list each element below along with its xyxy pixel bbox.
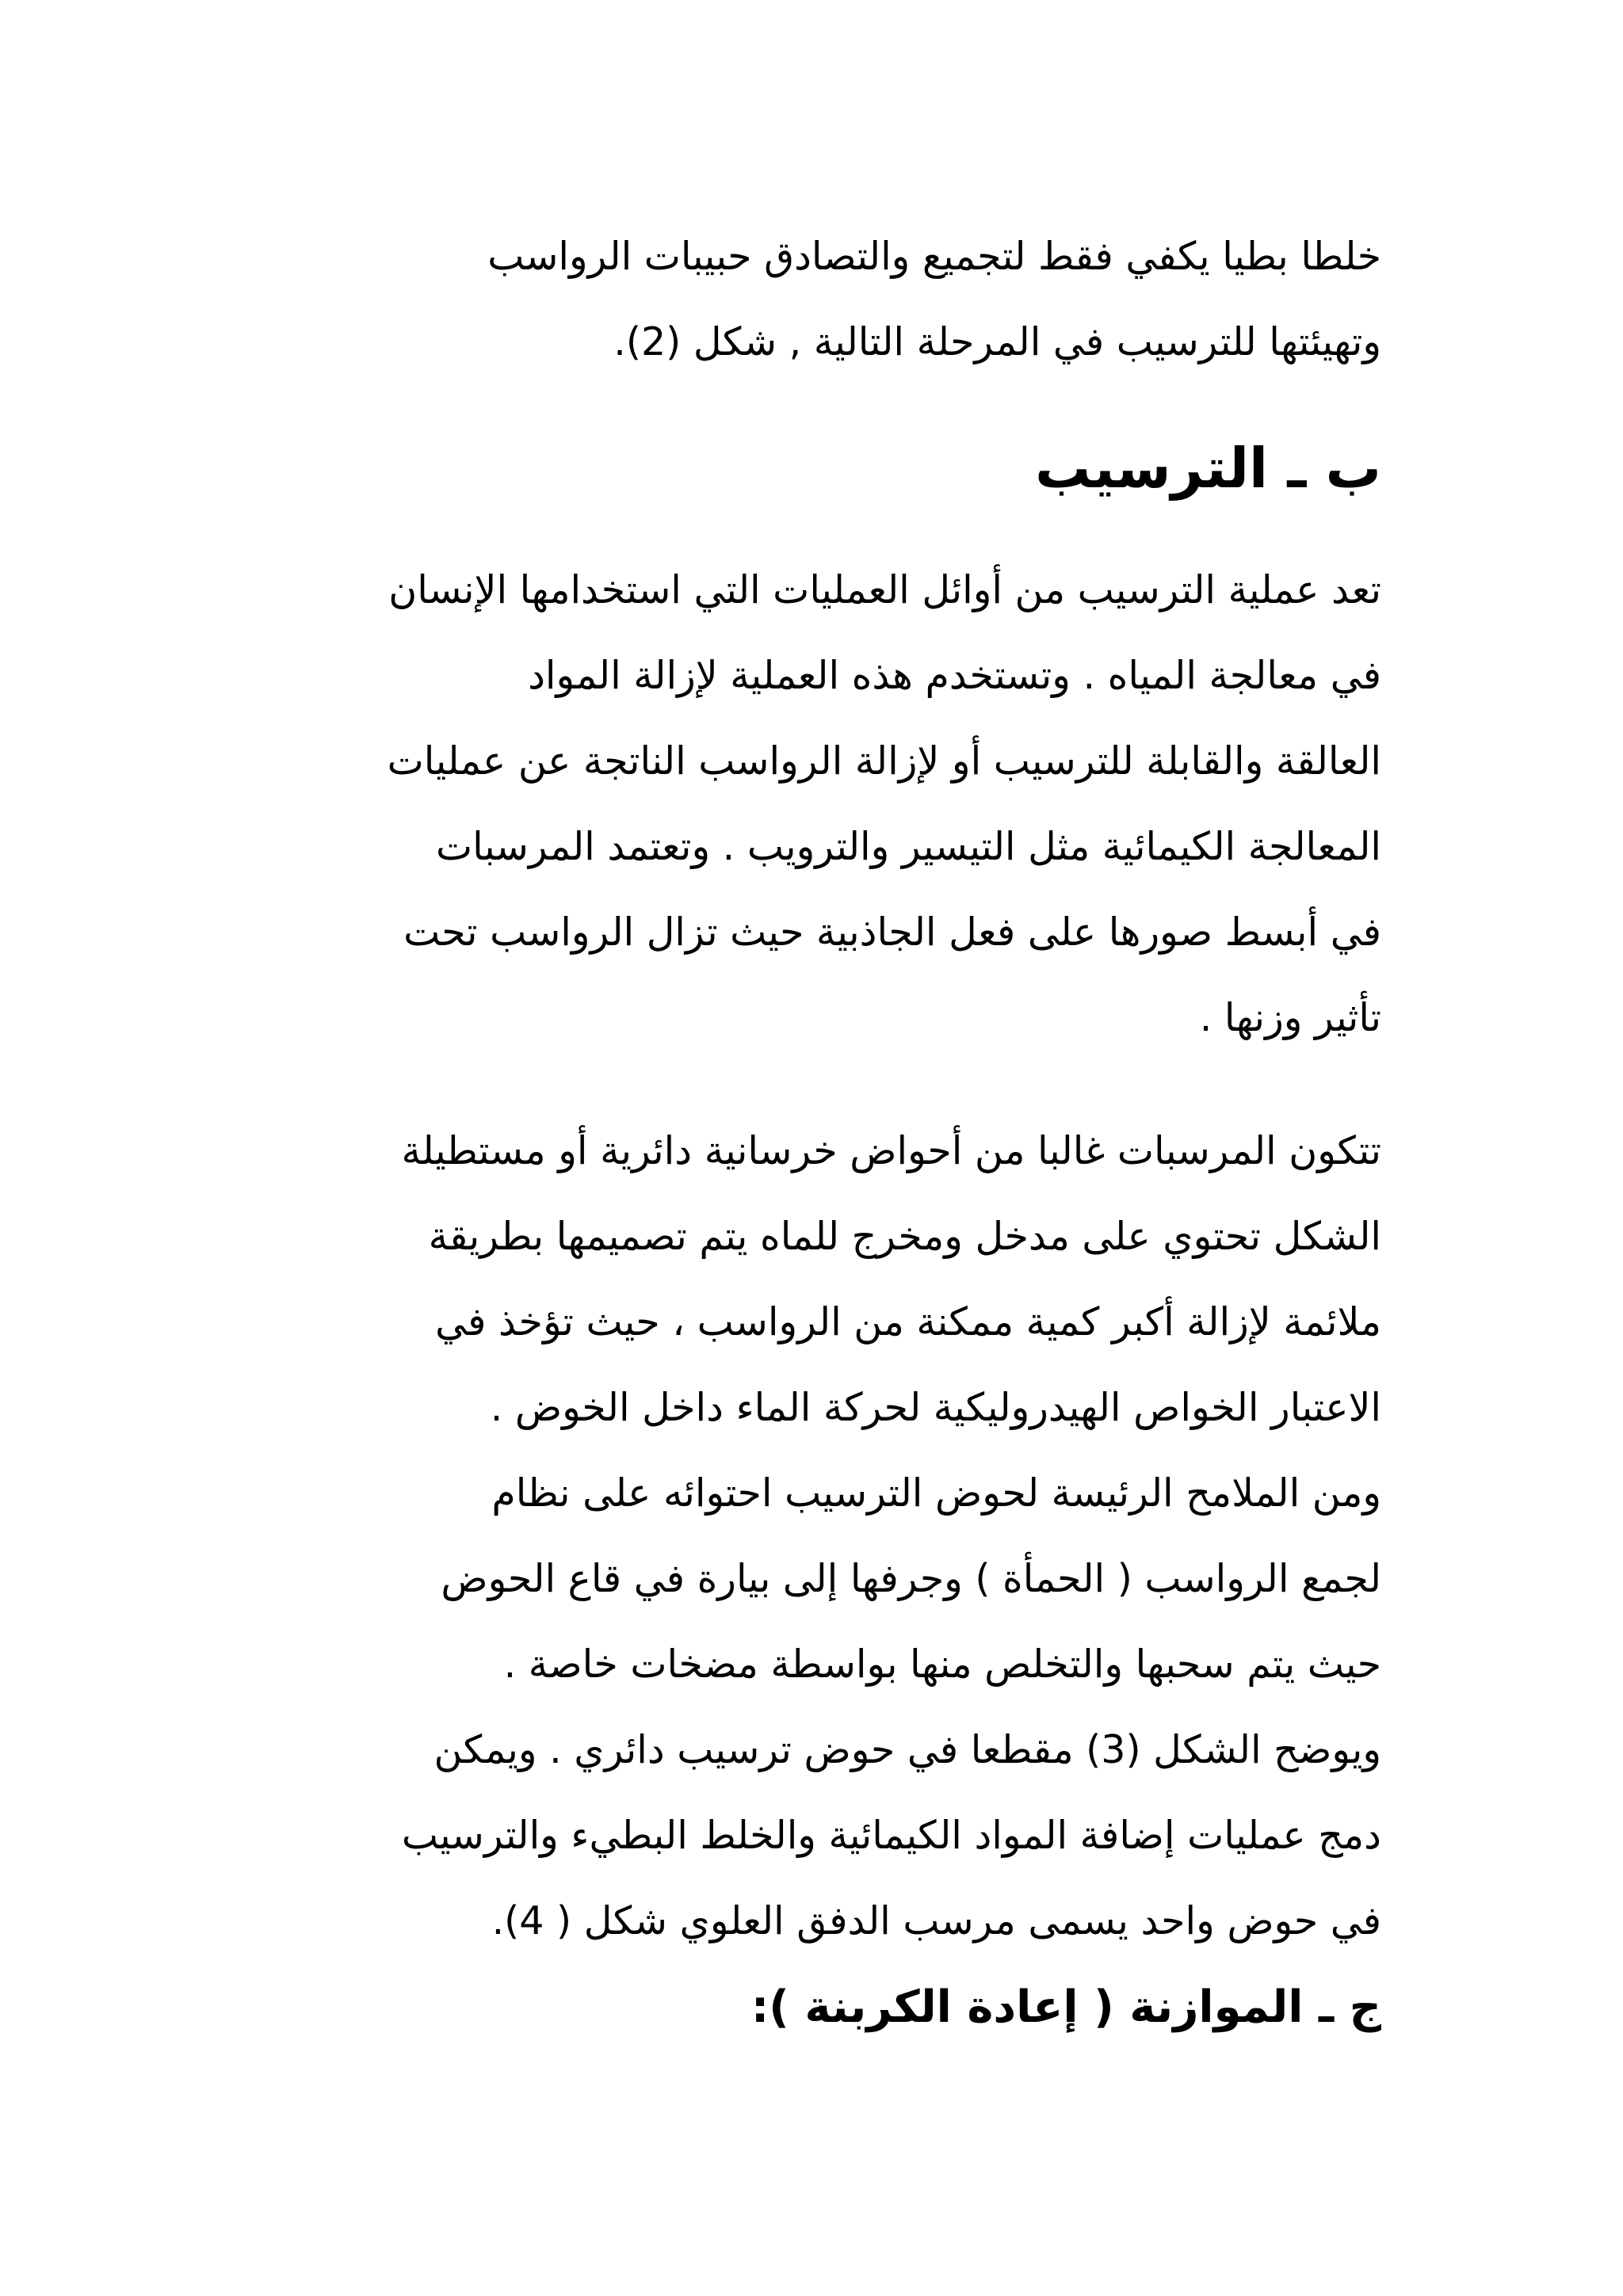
text-line: ويوضح الشكل (3) مقطعا في حوض ترسيب دائري . ويمكن [433,1727,1381,1772]
text-line: حيث يتم سحبها والتخلص منها بواسطة مضخات خاصة . [503,1642,1381,1687]
text-line: في معالجة المياه . وتستخدم هذه العملية لإزالة المواد [528,653,1381,698]
text-line: خلطا بطيا يكفي فقط لتجميع والتصادق حبيبات الرواسب [487,234,1381,279]
text-line: ومن الملامح الرئيسة لحوض الترسيب احتوائه على نظام [491,1470,1381,1516]
text-line: دمج عمليات إضافة المواد الكيمائية والخلط البطيء والترسيب [401,1813,1381,1858]
text-line: المعالجة الكيمائية مثل التيسير والترويب . وتعتمد المرسبات [435,824,1381,869]
text-line: وتهيئتها للترسيب في المرحلة التالية , شكل (2). [613,319,1381,364]
document-body [208,214,1381,2043]
paragraph-sedimentation-intro [208,547,1381,1061]
text-line: في أبسط صورها على فعل الجاذبية حيث تزال الرواسب تحت [403,910,1381,955]
text-line: في حوض واحد يسمى مرسب الدفق العلوي شكل ( 4). [491,1898,1381,1943]
paragraph-sedimentation-tanks [208,1108,1381,1964]
text-line: لجمع الرواسب ( الحمأة ) وجرفها إلى بيارة في قاع الحوض [441,1556,1381,1601]
text-line: العالقة والقابلة للترسيب أو لإزالة الرواسب الناتجة عن عمليات [387,738,1381,784]
text-line: الاعتبار الخواص الهيدروليكية لحركة الماء داخل الخوض . [490,1385,1381,1430]
text-line: الشكل تحتوي على مدخل ومخرج للماه يتم تصميمها بطريقة [428,1214,1381,1259]
section-heading-sedimentation: ب ـ الترسيب [1035,436,1381,501]
text-line: ملائمة لإزالة أكبر كمية ممكنة من الرواسب ، حيث تؤخذ في [435,1299,1381,1344]
text-line: تعد عملية الترسيب من أوائل العمليات التي استخدامها الإنسان [388,567,1381,612]
text-line: تتكون المرسبات غالبا من أحواض خرسانية دائرية أو مستطيلة [401,1128,1381,1173]
intro-paragraph [208,214,1381,385]
section-heading-recarbonation: ج ـ الموازنة ( إعادة الكربنة ): [750,1981,1381,2033]
text-line: تأثير وزنها . [1199,995,1381,1040]
